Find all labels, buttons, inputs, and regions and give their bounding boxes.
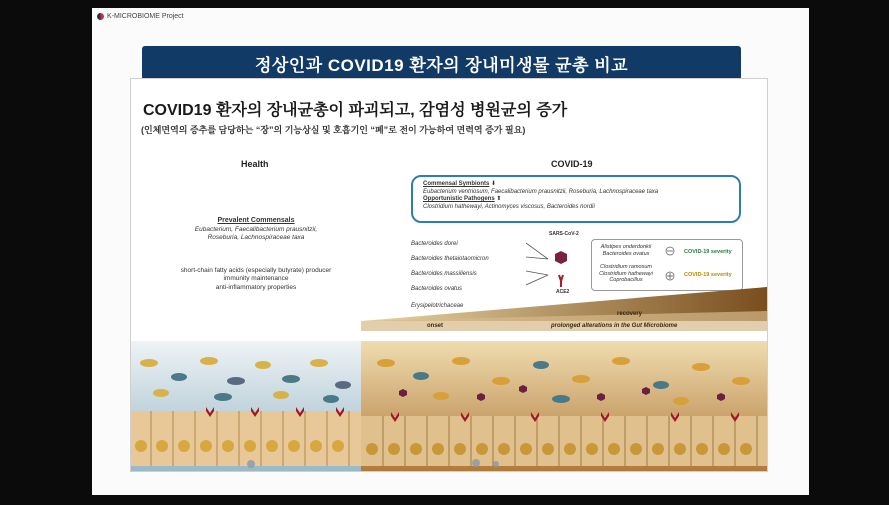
epithelium-covid bbox=[361, 416, 767, 466]
onset-label: onset bbox=[427, 323, 444, 329]
opportunistic-title: Opportunistic Pathogens bbox=[423, 196, 495, 202]
prevalent-taxa-1: Eubacterium, Faecalibacterium prausnitzii, bbox=[194, 225, 318, 233]
recovery-label: recovery bbox=[617, 311, 643, 317]
severity-down-label: COVID-19 severity bbox=[684, 249, 732, 255]
severity-up-label: COVID-19 severity bbox=[684, 272, 732, 278]
sev-taxon: Alistipes onderdonkii bbox=[600, 244, 652, 250]
ace2-label: ACE2 bbox=[556, 289, 570, 295]
arrow-down-icon: ⬇ bbox=[491, 181, 497, 187]
brand bbox=[97, 13, 184, 20]
sev-taxon: Bacteroides ovatus bbox=[602, 250, 650, 257]
commensal-taxa: Eubacterium ventriosum, Faecalibacterium prausnitzii, Roseburia, Lachnospiraceae taxa bbox=[423, 188, 659, 195]
sev-taxon: Coprobacillus bbox=[609, 277, 643, 284]
covid-label: COVID-19 bbox=[551, 159, 593, 169]
arrow-up-icon: ⬆ bbox=[496, 196, 502, 202]
sev-taxon: Clostridium hathewayi bbox=[599, 270, 653, 277]
figure-subheading: (인체면역의 증추를 담당하는 “장”의 기능상실 및 호흡기인 “폐”로 전이 가능하여 면력역 증가 필요) bbox=[141, 125, 526, 135]
prevalent-title: Prevalent Commensals bbox=[217, 217, 295, 224]
gut-illustration bbox=[131, 281, 767, 471]
health-label: Health bbox=[241, 159, 269, 169]
sev-group1 bbox=[596, 244, 656, 257]
bacteroides-item: Bacteroides ovatus bbox=[411, 286, 463, 292]
sev-taxon: Clostridium ramosum bbox=[600, 264, 652, 270]
bacteroides-item: Bacteroides massiliensis bbox=[411, 271, 477, 277]
effect-3: anti-inflammatory properties bbox=[215, 283, 297, 291]
sars-label: SARS-CoV-2 bbox=[549, 231, 579, 237]
brand-text: K-MICROBIOME Project bbox=[107, 13, 184, 20]
bacteroides-item: Bacteroides dorei bbox=[411, 241, 458, 247]
prevalent-taxa-2: Roseburia, Lachnospiraceae taxa bbox=[207, 233, 305, 241]
virus-icon bbox=[555, 251, 567, 264]
erysipelo-label: Erysipelotrichaceae bbox=[411, 303, 464, 309]
prolonged-label: prolonged alterations in the Gut Microbiome bbox=[551, 323, 678, 329]
figure-heading: COVID19 환자의 장내균총이 파괴되고, 감염성 병원균의 증가 bbox=[143, 102, 568, 119]
bacteroides-item: Bacteroides thetaiotaomicron bbox=[411, 256, 489, 262]
effect-2: immunity maintenance bbox=[223, 275, 289, 283]
prevalent-commensals bbox=[151, 217, 361, 242]
epithelium-health bbox=[131, 411, 361, 466]
brand-logo-icon bbox=[97, 13, 104, 20]
severity-arrows bbox=[658, 246, 682, 286]
slide bbox=[92, 8, 809, 495]
figure-box bbox=[130, 78, 768, 472]
covid-summary-box bbox=[411, 175, 741, 223]
effect-1: short-chain fatty acids (especially butyrate) producer bbox=[180, 267, 332, 274]
connector-lines bbox=[526, 243, 548, 285]
opportunistic-taxa: Clostridium hathewayi, Actinomyces viscosus, Bacteroides nordii bbox=[423, 203, 595, 210]
slide-title: 정상인과 COVID19 환자의 장내미생물 균총 비교 bbox=[142, 46, 741, 80]
commensal-title: Commensal Symbionts bbox=[423, 181, 490, 187]
